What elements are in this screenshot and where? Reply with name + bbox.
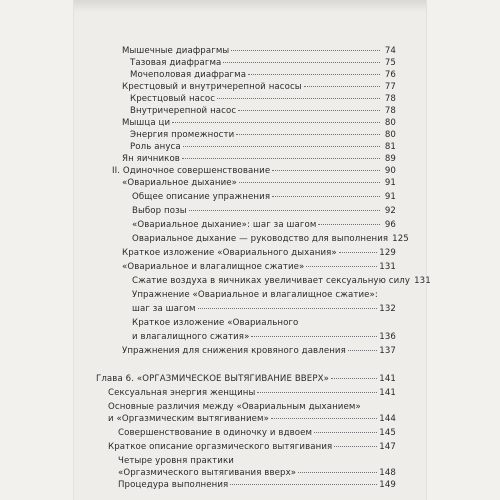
toc-entry-title: Основные различия между «Овариальным дыханием» (108, 402, 361, 412)
toc-entry-page: 131 (379, 262, 396, 272)
toc-entry-page: 91 (384, 178, 396, 188)
toc-entry-title: Мышечные диафрагмы (122, 46, 230, 56)
toc-entry-page: 141 (379, 388, 396, 398)
toc-entry-title: Роль ануса (130, 142, 181, 152)
toc-entry-page: 80 (384, 130, 396, 140)
toc-entry-title: Процедура выполнения (118, 480, 229, 490)
toc-entry-page: 141 (379, 374, 396, 384)
leader-dots (318, 224, 380, 225)
table-of-contents (74, 0, 431, 500)
toc-entry-title: Крестцовый и внутричерепной насосы (122, 82, 302, 92)
toc-entry (122, 178, 396, 190)
leader-dots (182, 158, 380, 159)
leader-dots (331, 378, 377, 379)
leader-dots (236, 134, 380, 135)
leader-dots (217, 98, 380, 99)
toc-entry-title: Выбор позы (132, 206, 187, 216)
leader-dots (251, 336, 377, 337)
toc-entry (108, 402, 396, 414)
leader-dots (257, 392, 377, 393)
leader-dots (223, 62, 380, 63)
toc-entry (130, 142, 396, 154)
toc-entry (118, 468, 396, 480)
toc-entry-title: Энергия промежности (130, 130, 235, 140)
toc-entry-title: и «Оргазмическим вытягиванием» (108, 414, 269, 424)
toc-entry-title: и влагалищного сжатия» (132, 332, 250, 342)
leader-dots (348, 350, 377, 351)
toc-entry (132, 290, 396, 302)
toc-entry-title: Крестцовый насос (130, 94, 216, 104)
toc-entry-page: 78 (384, 94, 396, 104)
toc-entry-title: Ян яичников (122, 154, 180, 164)
toc-chapter-title: Глава 6. «ОРГАЗМИЧЕСКОЕ ВЫТЯГИВАНИЕ ВВЕРХ» (96, 374, 329, 384)
toc-entry (132, 192, 396, 204)
toc-entry-page: 89 (384, 154, 396, 164)
leader-dots (314, 432, 377, 433)
toc-entry-page: 75 (384, 58, 396, 68)
toc-entry (132, 304, 396, 316)
toc-entry-title: Внутричерепной насос (130, 106, 237, 116)
toc-entry-title: «Оргазмического вытягивания вверх» (118, 468, 297, 478)
toc-entry-page: 80 (384, 118, 396, 128)
toc-entry-page: 125 (392, 234, 409, 244)
toc-entry-page: 145 (379, 428, 396, 438)
toc-entry (112, 166, 396, 178)
toc-entry-title: Сексуальная энергия женщины (108, 388, 256, 398)
leader-dots (248, 74, 380, 75)
toc-entry-page: 81 (384, 142, 396, 152)
leader-dots (298, 472, 377, 473)
leader-dots (272, 196, 380, 197)
toc-entry-title: шаг за шагом (132, 304, 196, 314)
toc-entry-title: Овариальное дыхание — руководство для выполнения (132, 234, 389, 244)
leader-dots (272, 170, 380, 171)
leader-dots (172, 122, 380, 123)
toc-entry-page: 77 (384, 82, 396, 92)
toc-entry-title: Четыре уровня практики (118, 456, 234, 466)
toc-entry-title: «Овариальное дыхание» (122, 178, 238, 188)
toc-entry-page: 136 (379, 332, 396, 342)
toc-entry-page: 74 (384, 46, 396, 56)
toc-entry (130, 130, 396, 142)
toc-entry (122, 82, 396, 94)
toc-entry-page: 132 (379, 304, 396, 314)
toc-entry-title: Упражнения для снижения кровяного давления (122, 346, 346, 356)
toc-entry-title: Тазовая диафрагма (130, 58, 222, 68)
toc-entry-page: 76 (384, 70, 396, 80)
leader-dots (339, 252, 378, 253)
toc-entry-title: Общее описание упражнения (132, 192, 271, 202)
leader-dots (231, 50, 380, 51)
toc-entry (122, 46, 396, 58)
toc-entry (132, 234, 409, 246)
toc-entry (122, 118, 396, 130)
toc-entry-title: «Овариальное дыхание»: шаг за шагом (132, 220, 317, 230)
toc-entry-page: 137 (379, 346, 396, 356)
toc-entry (130, 94, 396, 106)
toc-entry-title: Краткое описание оргазмического вытягивания (108, 442, 333, 452)
toc-entry (132, 318, 396, 330)
toc-entry (122, 248, 396, 260)
book-page (74, 0, 431, 500)
toc-entry (132, 332, 396, 344)
toc-entry-title: Мочеполовая диафрагма (130, 70, 247, 80)
toc-entry-title: Краткое изложение «Овариального (132, 318, 299, 328)
toc-entry-page: 78 (384, 106, 396, 116)
toc-entry-page: 129 (379, 248, 396, 258)
toc-entry (130, 58, 396, 70)
toc-entry (118, 480, 396, 492)
toc-entry (108, 442, 396, 454)
toc-entry-title: Совершенствование в одиночку и вдвоем (118, 428, 313, 438)
toc-entry-page: 91 (384, 192, 396, 202)
toc-entry-title: Мышца ци (122, 118, 171, 128)
toc-entry-page: 147 (379, 442, 396, 452)
leader-dots (239, 182, 380, 183)
toc-entry (132, 220, 396, 232)
toc-entry (122, 262, 396, 274)
toc-entry (132, 276, 431, 288)
toc-entry-title: II. Одиночное совершенствование (112, 166, 271, 176)
toc-entry (118, 428, 396, 440)
leader-dots (198, 308, 378, 309)
toc-entry (122, 154, 396, 166)
leader-dots (238, 110, 380, 111)
toc-entry-page: 90 (384, 166, 396, 176)
leader-dots (183, 146, 380, 147)
leader-dots (189, 210, 380, 211)
toc-entry-page: 148 (379, 468, 396, 478)
toc-entry (108, 414, 396, 426)
toc-chapter (96, 374, 396, 386)
toc-entry (122, 346, 396, 358)
toc-entry-title: Краткое изложение «Овариального дыхания» (122, 248, 337, 258)
toc-entry-title: «Овариальное и влагалищное сжатие» (122, 262, 305, 272)
toc-entry-page: 92 (384, 206, 396, 216)
leader-dots (271, 418, 377, 419)
toc-entry (130, 70, 396, 82)
leader-dots (230, 484, 377, 485)
toc-entry (108, 388, 396, 400)
toc-entry-title: Упражнение «Овариальное и влагалищное сжатие»: (132, 290, 378, 300)
leader-dots (306, 266, 377, 267)
toc-entry-title: Сжатие воздуха в яичниках увеличивает сексуальную силу (132, 276, 411, 286)
leader-dots (334, 446, 377, 447)
toc-entry (130, 106, 396, 118)
toc-entry (132, 206, 396, 218)
toc-entry-page: 144 (379, 414, 396, 424)
toc-entry-page: 96 (384, 220, 396, 230)
leader-dots (304, 86, 380, 87)
toc-entry (118, 456, 396, 468)
toc-entry-page: 149 (379, 480, 396, 490)
toc-entry-page: 131 (414, 276, 431, 286)
